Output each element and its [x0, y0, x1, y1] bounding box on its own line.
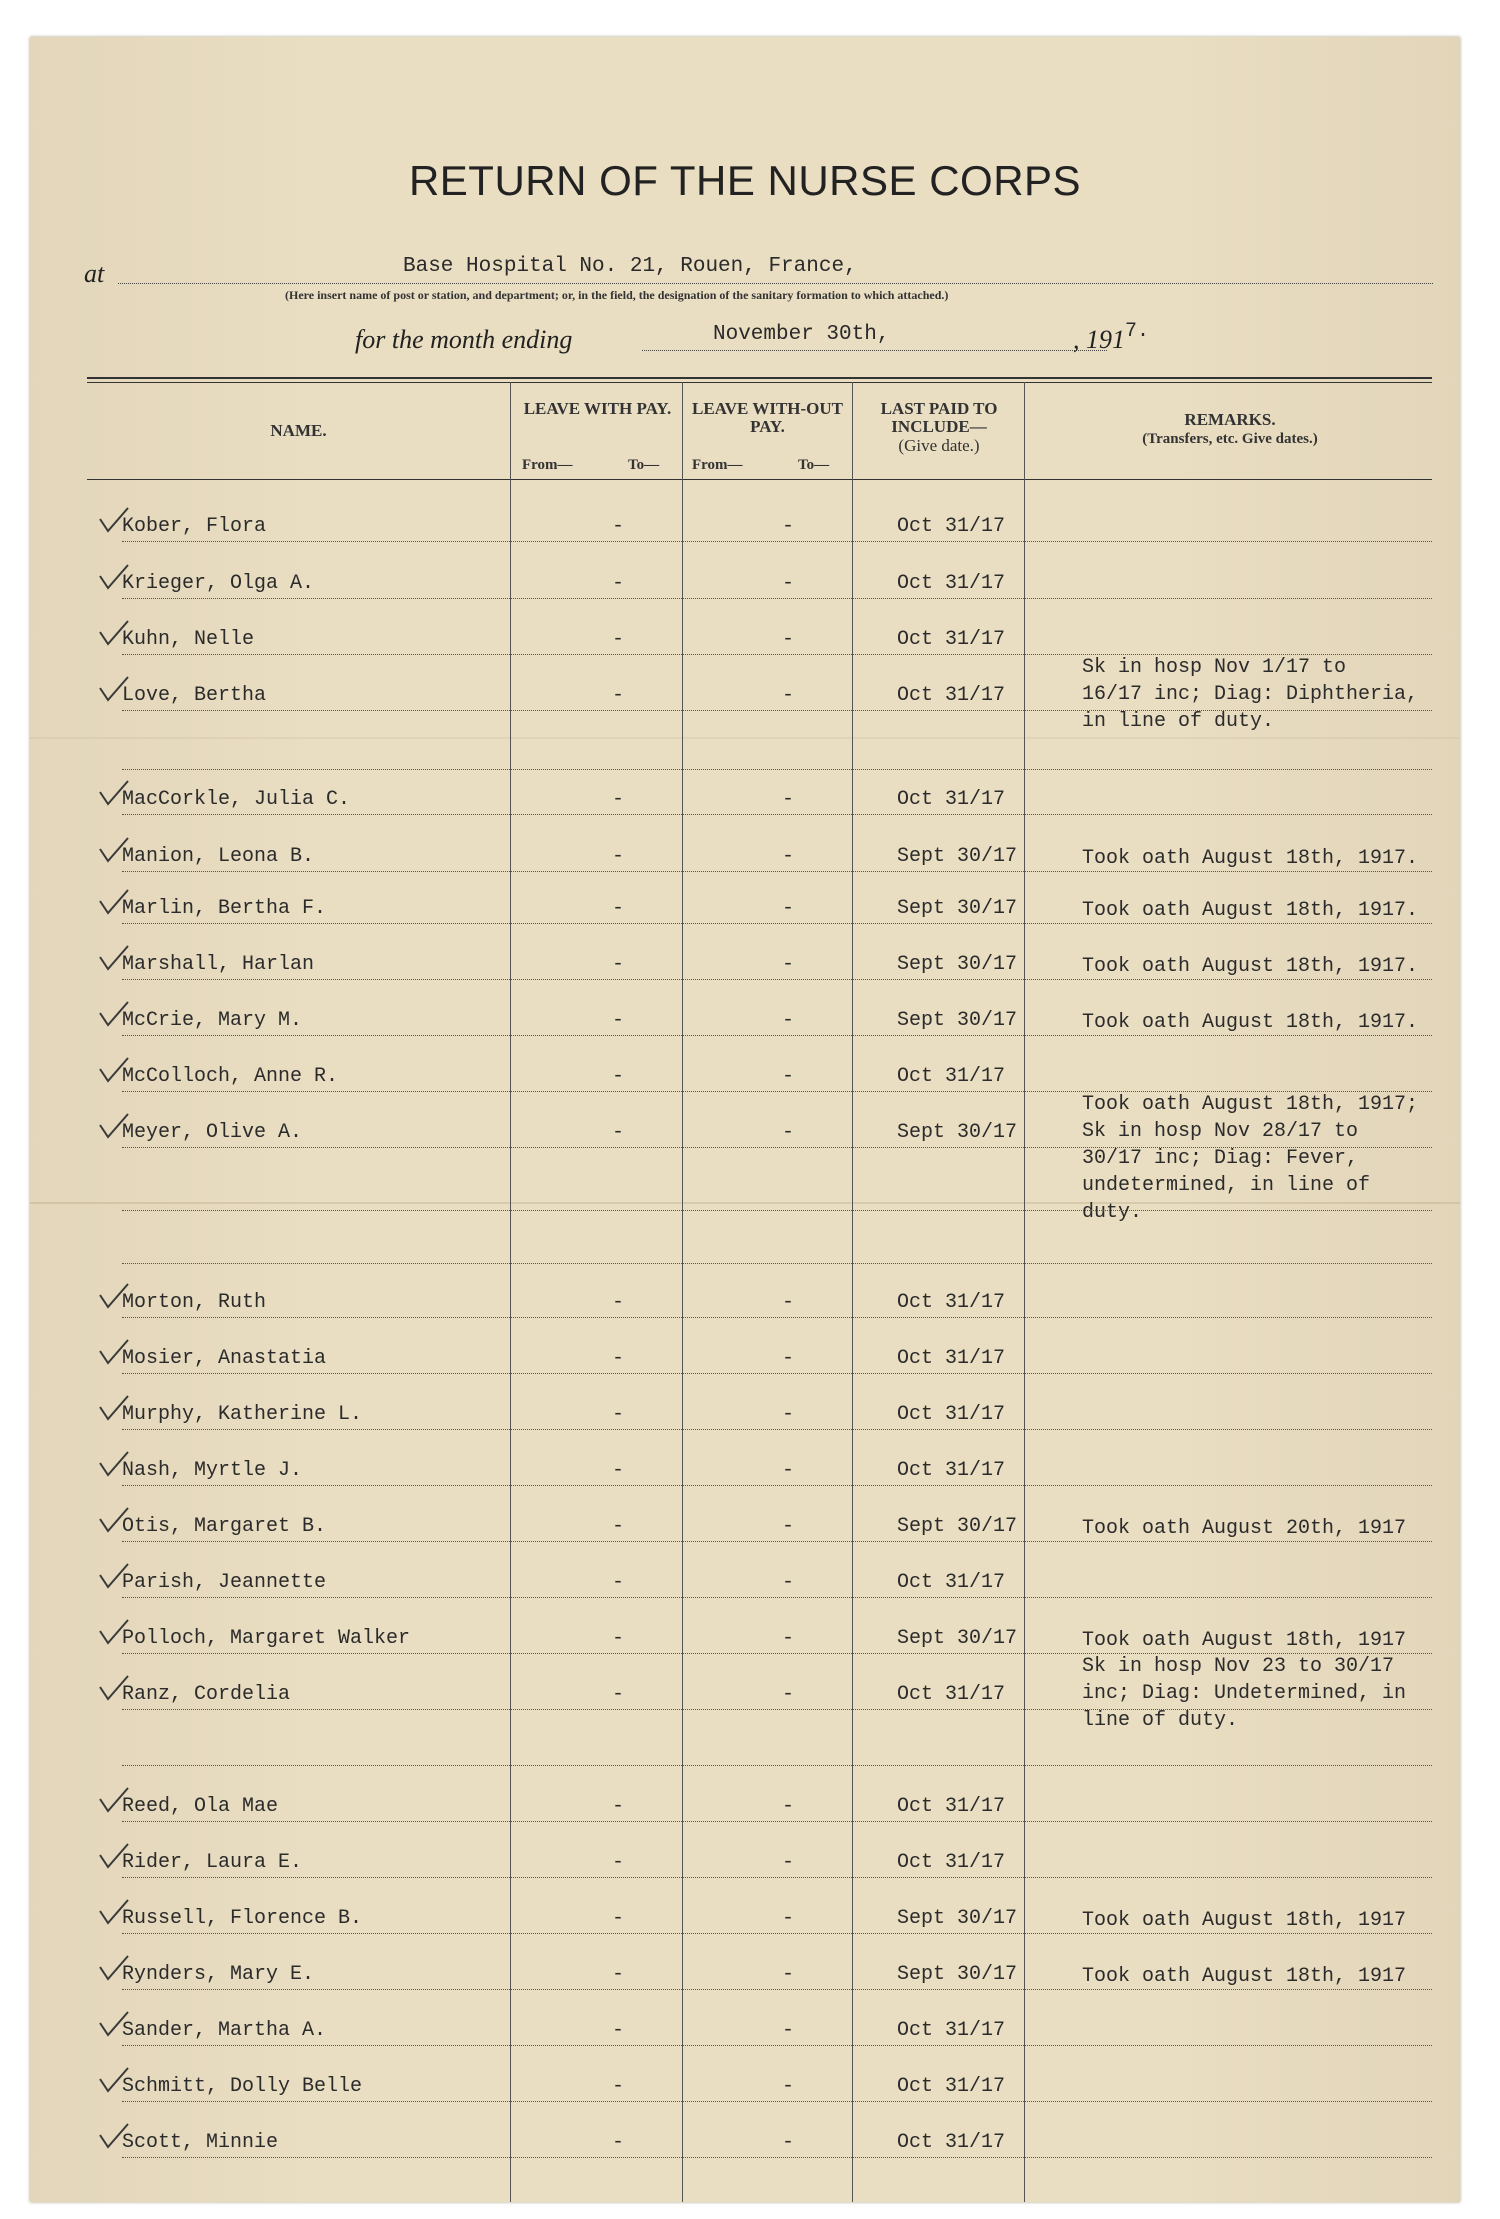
last-paid-date: Oct 31/17: [897, 788, 1006, 811]
leave-with-pay-value: -: [612, 2131, 625, 2154]
last-paid-date: Sept 30/17: [897, 1121, 1018, 1144]
row-rule: [122, 1263, 1432, 1264]
month-label: for the month ending: [355, 325, 573, 354]
row-rule: [122, 2157, 1432, 2158]
leave-with-pay-value: -: [612, 1121, 625, 1144]
last-paid-date: Sept 30/17: [897, 1963, 1018, 1986]
leave-without-pay-value: -: [782, 1065, 795, 1088]
row-rule: [122, 598, 1432, 599]
station-value: Base Hospital No. 21, Rouen, France,: [403, 255, 857, 278]
station-instruction: (Here insert name of post or station, and department; or, in the field, the designation of the sanitary formation to which attached.): [285, 288, 949, 302]
leave-without-pay-to: To—: [798, 457, 830, 473]
last-paid-date: Oct 31/17: [897, 1851, 1006, 1874]
leave-with-pay-value: -: [612, 684, 625, 707]
last-paid-date: Oct 31/17: [897, 684, 1006, 707]
table-row: [87, 2071, 1432, 2101]
leave-with-pay-to: To—: [628, 457, 660, 473]
last-paid-date: Sept 30/17: [897, 897, 1018, 920]
leave-without-pay-value: -: [782, 845, 795, 868]
row-rule: [122, 1597, 1432, 1598]
table-row: [87, 1847, 1432, 1877]
leave-with-pay-value: -: [612, 515, 625, 538]
table-row: [87, 1567, 1432, 1597]
last-paid-date: Sept 30/17: [897, 953, 1018, 976]
remarks-text: Sk in hosp Nov 23 to 30/17 inc; Diag: Undetermined, in line of duty.: [1082, 1655, 1407, 1732]
leave-without-pay-value: -: [782, 684, 795, 707]
remarks-text: Took oath August 18th, 1917: [1082, 1629, 1407, 1652]
year-label: , 191: [1073, 325, 1125, 354]
column-header-last-paid: LAST PAID TO INCLUDE—: [880, 399, 998, 436]
leave-with-pay-value: -: [612, 1571, 625, 1594]
nurse-name: Meyer, Olive A.: [122, 1121, 303, 1144]
table-row: [87, 841, 1432, 871]
last-paid-date: Oct 31/17: [897, 2131, 1006, 2154]
last-paid-date: Oct 31/17: [897, 1571, 1006, 1594]
leave-without-pay-value: -: [782, 1571, 795, 1594]
leave-without-pay-value: -: [782, 1627, 795, 1650]
leave-with-pay-value: -: [612, 788, 625, 811]
table-row: [87, 1287, 1432, 1317]
leave-with-pay-value: -: [612, 1459, 625, 1482]
page-title: RETURN OF THE NURSE CORPS: [408, 157, 1082, 204]
leave-without-pay-value: -: [782, 953, 795, 976]
nurse-name: Rynders, Mary E.: [122, 1963, 315, 1986]
nurse-name: Reed, Ola Mae: [122, 1795, 279, 1818]
leave-with-pay-value: -: [612, 1515, 625, 1538]
leave-without-pay-value: -: [782, 1683, 795, 1706]
remarks-text: Took oath August 18th, 1917.: [1082, 955, 1419, 978]
leave-with-pay-value: -: [612, 1009, 625, 1032]
last-paid-date: Oct 31/17: [897, 2019, 1006, 2042]
nurse-name: Kober, Flora: [122, 515, 267, 538]
remarks-text: Took oath August 18th, 1917.: [1082, 1011, 1419, 1034]
last-paid-date: Oct 31/17: [897, 1403, 1006, 1426]
table-row: [87, 656, 1432, 733]
row-rule: [122, 541, 1432, 542]
header-rule-bottom: [87, 479, 1432, 480]
leave-with-pay-value: -: [612, 1403, 625, 1426]
column-header-leave-without-pay: LEAVE WITH-OUT PAY.: [692, 399, 843, 436]
last-paid-date: Oct 31/17: [897, 572, 1006, 595]
nurse-name: Polloch, Margaret Walker: [122, 1627, 411, 1650]
row-rule: [122, 1877, 1432, 1878]
row-rule: [122, 1317, 1432, 1318]
nurse-name: Schmitt, Dolly Belle: [122, 2075, 363, 2098]
leave-without-pay-value: -: [782, 1907, 795, 1930]
station-line: [118, 283, 1433, 284]
table-row: [87, 1343, 1432, 1373]
leave-without-pay-value: -: [782, 2019, 795, 2042]
table-row: [87, 1511, 1432, 1541]
last-paid-date: Oct 31/17: [897, 1795, 1006, 1818]
last-paid-date: Oct 31/17: [897, 1683, 1006, 1706]
leave-without-pay-value: -: [782, 1403, 795, 1426]
nurse-name: Otis, Margaret B.: [122, 1515, 327, 1538]
table-row: [87, 1093, 1432, 1224]
leave-without-pay-value: -: [782, 2075, 795, 2098]
nurse-name: Russell, Florence B.: [122, 1907, 363, 1930]
remarks-text: Took oath August 18th, 1917.: [1082, 899, 1419, 922]
leave-without-pay-value: -: [782, 1459, 795, 1482]
leave-without-pay-value: -: [782, 1009, 795, 1032]
leave-with-pay-value: -: [612, 628, 625, 651]
table-row: [87, 511, 1432, 541]
row-rule: [122, 1373, 1432, 1374]
last-paid-date: Oct 31/17: [897, 515, 1006, 538]
header-rule-top-inner: [87, 382, 1432, 383]
table-row: [87, 1061, 1432, 1091]
row-rule: [122, 1821, 1432, 1822]
column-header-leave-with-pay: LEAVE WITH PAY.: [523, 399, 672, 418]
last-paid-date: Sept 30/17: [897, 845, 1018, 868]
leave-with-pay-value: -: [612, 2075, 625, 2098]
leave-without-pay-value: -: [782, 2131, 795, 2154]
table-row: [87, 949, 1432, 979]
row-rule: [122, 1429, 1432, 1430]
nurse-name: McColloch, Anne R.: [122, 1065, 339, 1088]
column-header-remarks: REMARKS.: [1184, 410, 1276, 429]
month-value: November 30th,: [713, 323, 890, 346]
table-row: [87, 2127, 1432, 2157]
leave-without-pay-value: -: [782, 1515, 795, 1538]
leave-without-pay-value: -: [782, 628, 795, 651]
column-header-last-paid-sub: (Give date.): [898, 436, 980, 455]
leave-without-pay-value: -: [782, 897, 795, 920]
remarks-text: Took oath August 18th, 1917; Sk in hosp Nov 28/17 to 30/17 inc; Diag: Fever, undetermined, in line of duty.: [1082, 1093, 1419, 1224]
nurse-name: Mosier, Anastatia: [122, 1347, 327, 1370]
at-label: at: [84, 259, 105, 288]
last-paid-date: Sept 30/17: [897, 1515, 1018, 1538]
remarks-text: Took oath August 18th, 1917: [1082, 1965, 1407, 1988]
table-row: [87, 624, 1432, 654]
leave-with-pay-value: -: [612, 1795, 625, 1818]
document-page: [30, 37, 1460, 2202]
nurse-name: Rider, Laura E.: [122, 1851, 303, 1874]
nurse-name: Marlin, Bertha F.: [122, 897, 327, 920]
leave-with-pay-value: -: [612, 572, 625, 595]
leave-without-pay-value: -: [782, 515, 795, 538]
month-line: [642, 350, 1107, 351]
row-rule: [122, 1210, 1432, 1211]
table-row: [87, 1655, 1432, 1732]
leave-without-pay-value: -: [782, 1963, 795, 1986]
last-paid-date: Sept 30/17: [897, 1907, 1018, 1930]
leave-without-pay-value: -: [782, 788, 795, 811]
nurse-name: Marshall, Harlan: [122, 953, 315, 976]
row-rule: [122, 1765, 1432, 1766]
leave-with-pay-value: -: [612, 845, 625, 868]
nurse-name: Scott, Minnie: [122, 2131, 279, 2154]
nurse-name: Manion, Leona B.: [122, 845, 315, 868]
nurse-name: McCrie, Mary M.: [122, 1009, 303, 1032]
last-paid-date: Oct 31/17: [897, 1459, 1006, 1482]
column-header-name: NAME.: [270, 421, 327, 440]
leave-with-pay-value: -: [612, 897, 625, 920]
table-row: [87, 2015, 1432, 2045]
row-rule: [122, 1485, 1432, 1486]
nurse-name: Love, Bertha: [122, 684, 267, 707]
nurse-name: Krieger, Olga A.: [122, 572, 315, 595]
leave-with-pay-value: -: [612, 1347, 625, 1370]
nurse-name: Nash, Myrtle J.: [122, 1459, 303, 1482]
nurse-name: Morton, Ruth: [122, 1291, 267, 1314]
leave-without-pay-value: -: [782, 1851, 795, 1874]
leave-with-pay-value: -: [612, 1291, 625, 1314]
leave-with-pay-value: -: [612, 2019, 625, 2042]
leave-without-pay-value: -: [782, 1121, 795, 1144]
table-row: [87, 1959, 1432, 1989]
table-row: [87, 1623, 1432, 1653]
year-digit: 7.: [1125, 320, 1150, 343]
leave-with-pay-value: -: [612, 1065, 625, 1088]
nurse-name: Parish, Jeannette: [122, 1571, 327, 1594]
leave-with-pay-value: -: [612, 1683, 625, 1706]
nurse-name: MacCorkle, Julia C.: [122, 788, 351, 811]
leave-with-pay-value: -: [612, 1851, 625, 1874]
header-rule-top: [87, 377, 1432, 379]
row-rule: [122, 814, 1432, 815]
last-paid-date: Oct 31/17: [897, 628, 1006, 651]
remarks-text: Took oath August 20th, 1917: [1082, 1517, 1407, 1540]
nurse-name: Sander, Martha A.: [122, 2019, 327, 2042]
last-paid-date: Sept 30/17: [897, 1009, 1018, 1032]
leave-without-pay-value: -: [782, 1795, 795, 1818]
row-rule: [122, 2045, 1432, 2046]
remarks-text: Took oath August 18th, 1917.: [1082, 847, 1419, 870]
leave-without-pay-from: From—: [692, 457, 743, 473]
leave-with-pay-from: From—: [522, 457, 573, 473]
leave-with-pay-value: -: [612, 1627, 625, 1650]
column-header-remarks-sub: (Transfers, etc. Give dates.): [1142, 431, 1318, 447]
table-row: [87, 784, 1432, 814]
leave-without-pay-value: -: [782, 572, 795, 595]
last-paid-date: Oct 31/17: [897, 1065, 1006, 1088]
leave-with-pay-value: -: [612, 953, 625, 976]
table-row: [87, 1399, 1432, 1429]
leave-without-pay-value: -: [782, 1347, 795, 1370]
table-row: [87, 1005, 1432, 1035]
last-paid-date: Oct 31/17: [897, 2075, 1006, 2098]
nurse-name: Murphy, Katherine L.: [122, 1403, 363, 1426]
table-row: [87, 1455, 1432, 1485]
remarks-text: Sk in hosp Nov 1/17 to 16/17 inc; Diag: Diphtheria, in line of duty.: [1082, 656, 1419, 733]
table-row: [87, 568, 1432, 598]
table-row: [87, 893, 1432, 923]
leave-with-pay-value: -: [612, 1907, 625, 1930]
nurse-name: Kuhn, Nelle: [122, 628, 255, 651]
last-paid-date: Sept 30/17: [897, 1627, 1018, 1650]
paper-fold: [30, 737, 1460, 739]
leave-with-pay-value: -: [612, 1963, 625, 1986]
remarks-text: Took oath August 18th, 1917: [1082, 1909, 1407, 1932]
table-row: [87, 1791, 1432, 1821]
row-rule: [122, 2101, 1432, 2102]
last-paid-date: Oct 31/17: [897, 1347, 1006, 1370]
table-row: [87, 1903, 1432, 1933]
leave-without-pay-value: -: [782, 1291, 795, 1314]
row-rule: [122, 769, 1432, 770]
nurse-name: Ranz, Cordelia: [122, 1683, 291, 1706]
last-paid-date: Oct 31/17: [897, 1291, 1006, 1314]
